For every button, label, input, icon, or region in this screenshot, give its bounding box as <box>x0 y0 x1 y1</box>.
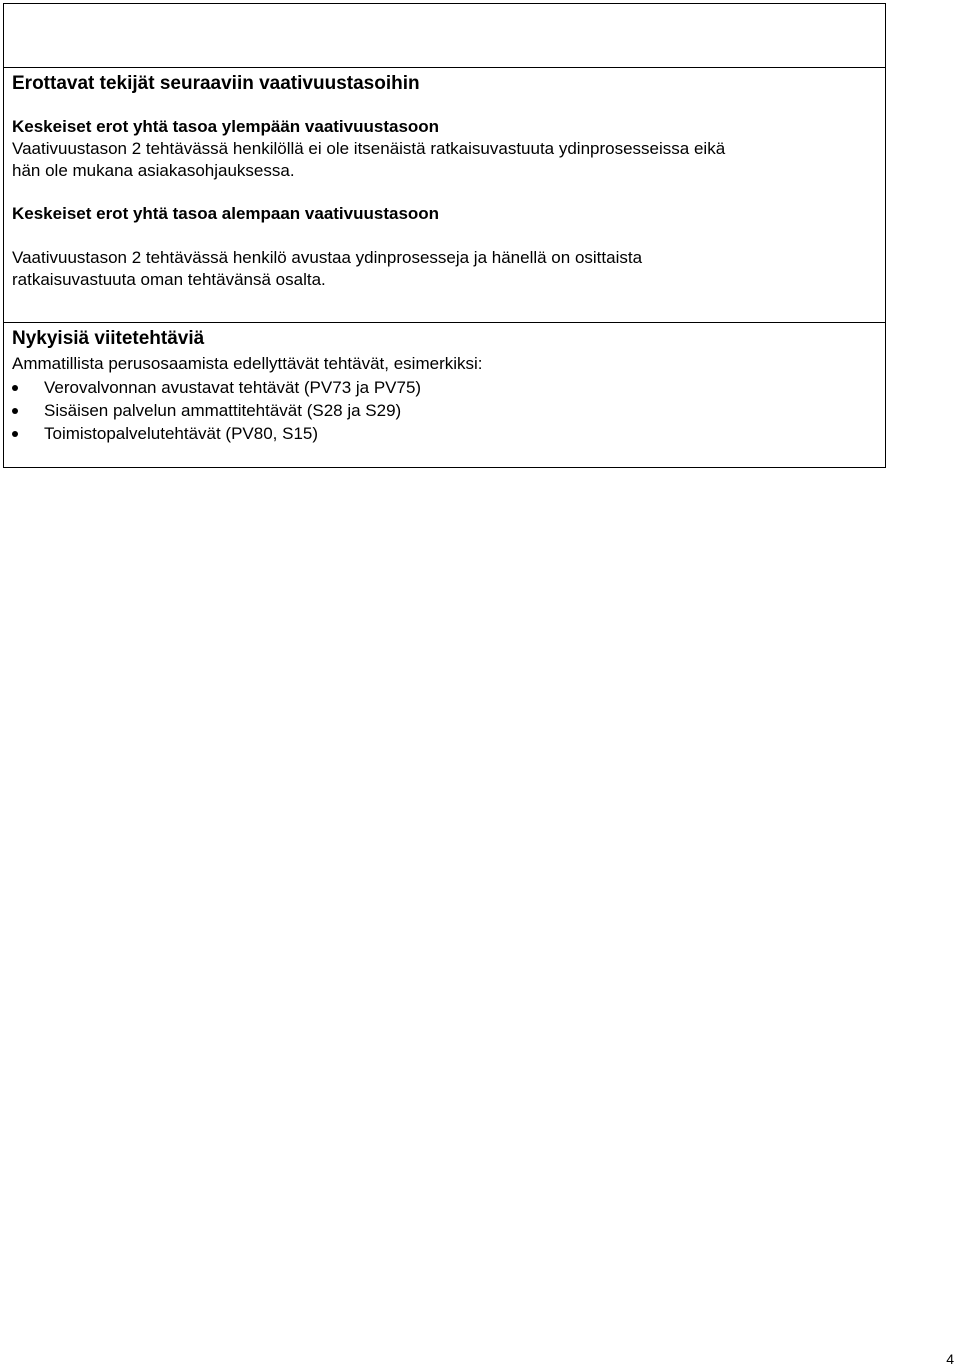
reference-intro: Ammatillista perusosaamista edellyttävät tehtävät, esimerkiksi: <box>12 354 483 373</box>
requirements-table <box>3 3 886 468</box>
higher-level-heading: Keskeiset erot yhtä tasoa ylempään vaativuustasoon <box>12 117 440 136</box>
lower-level-heading: Keskeiset erot yhtä tasoa alempaan vaativuustasoon <box>12 204 440 223</box>
empty-header-row <box>4 4 885 68</box>
list-item-text: Sisäisen palvelun ammattitehtävät (S28 ja S29) <box>44 401 402 420</box>
list-item-text: Toimistopalvelutehtävät (PV80, S15) <box>44 424 319 443</box>
higher-level-text-line-2: hän ole mukana asiakasohjauksessa. <box>12 161 295 180</box>
bullet-icon <box>12 408 18 414</box>
lower-level-text-line-2: ratkaisuvastuuta oman tehtävänsä osalta. <box>12 270 326 289</box>
reference-tasks-section <box>4 323 885 467</box>
distinguishing-heading: Erottavat tekijät seuraaviin vaativuustasoihin <box>12 73 420 94</box>
lower-level-text-line-1: Vaativuustason 2 tehtävässä henkilö avustaa ydinprosesseja ja hänellä on osittaista <box>12 248 643 267</box>
list-item-text: Verovalvonnan avustavat tehtävät (PV73 ja PV75) <box>44 378 422 397</box>
distinguishing-factors-section <box>4 68 885 323</box>
list-item <box>12 399 877 422</box>
reference-list <box>12 376 877 445</box>
list-item <box>12 422 877 445</box>
bullet-icon <box>12 431 18 437</box>
page-number: 4 <box>946 1351 954 1367</box>
list-item <box>12 376 877 399</box>
higher-level-text-line-1: Vaativuustason 2 tehtävässä henkilöllä ei ole itsenäistä ratkaisuvastuuta ydinprosesseissa eikä <box>12 139 726 158</box>
bullet-icon <box>12 385 18 391</box>
reference-heading: Nykyisiä viitetehtäviä <box>12 328 205 349</box>
